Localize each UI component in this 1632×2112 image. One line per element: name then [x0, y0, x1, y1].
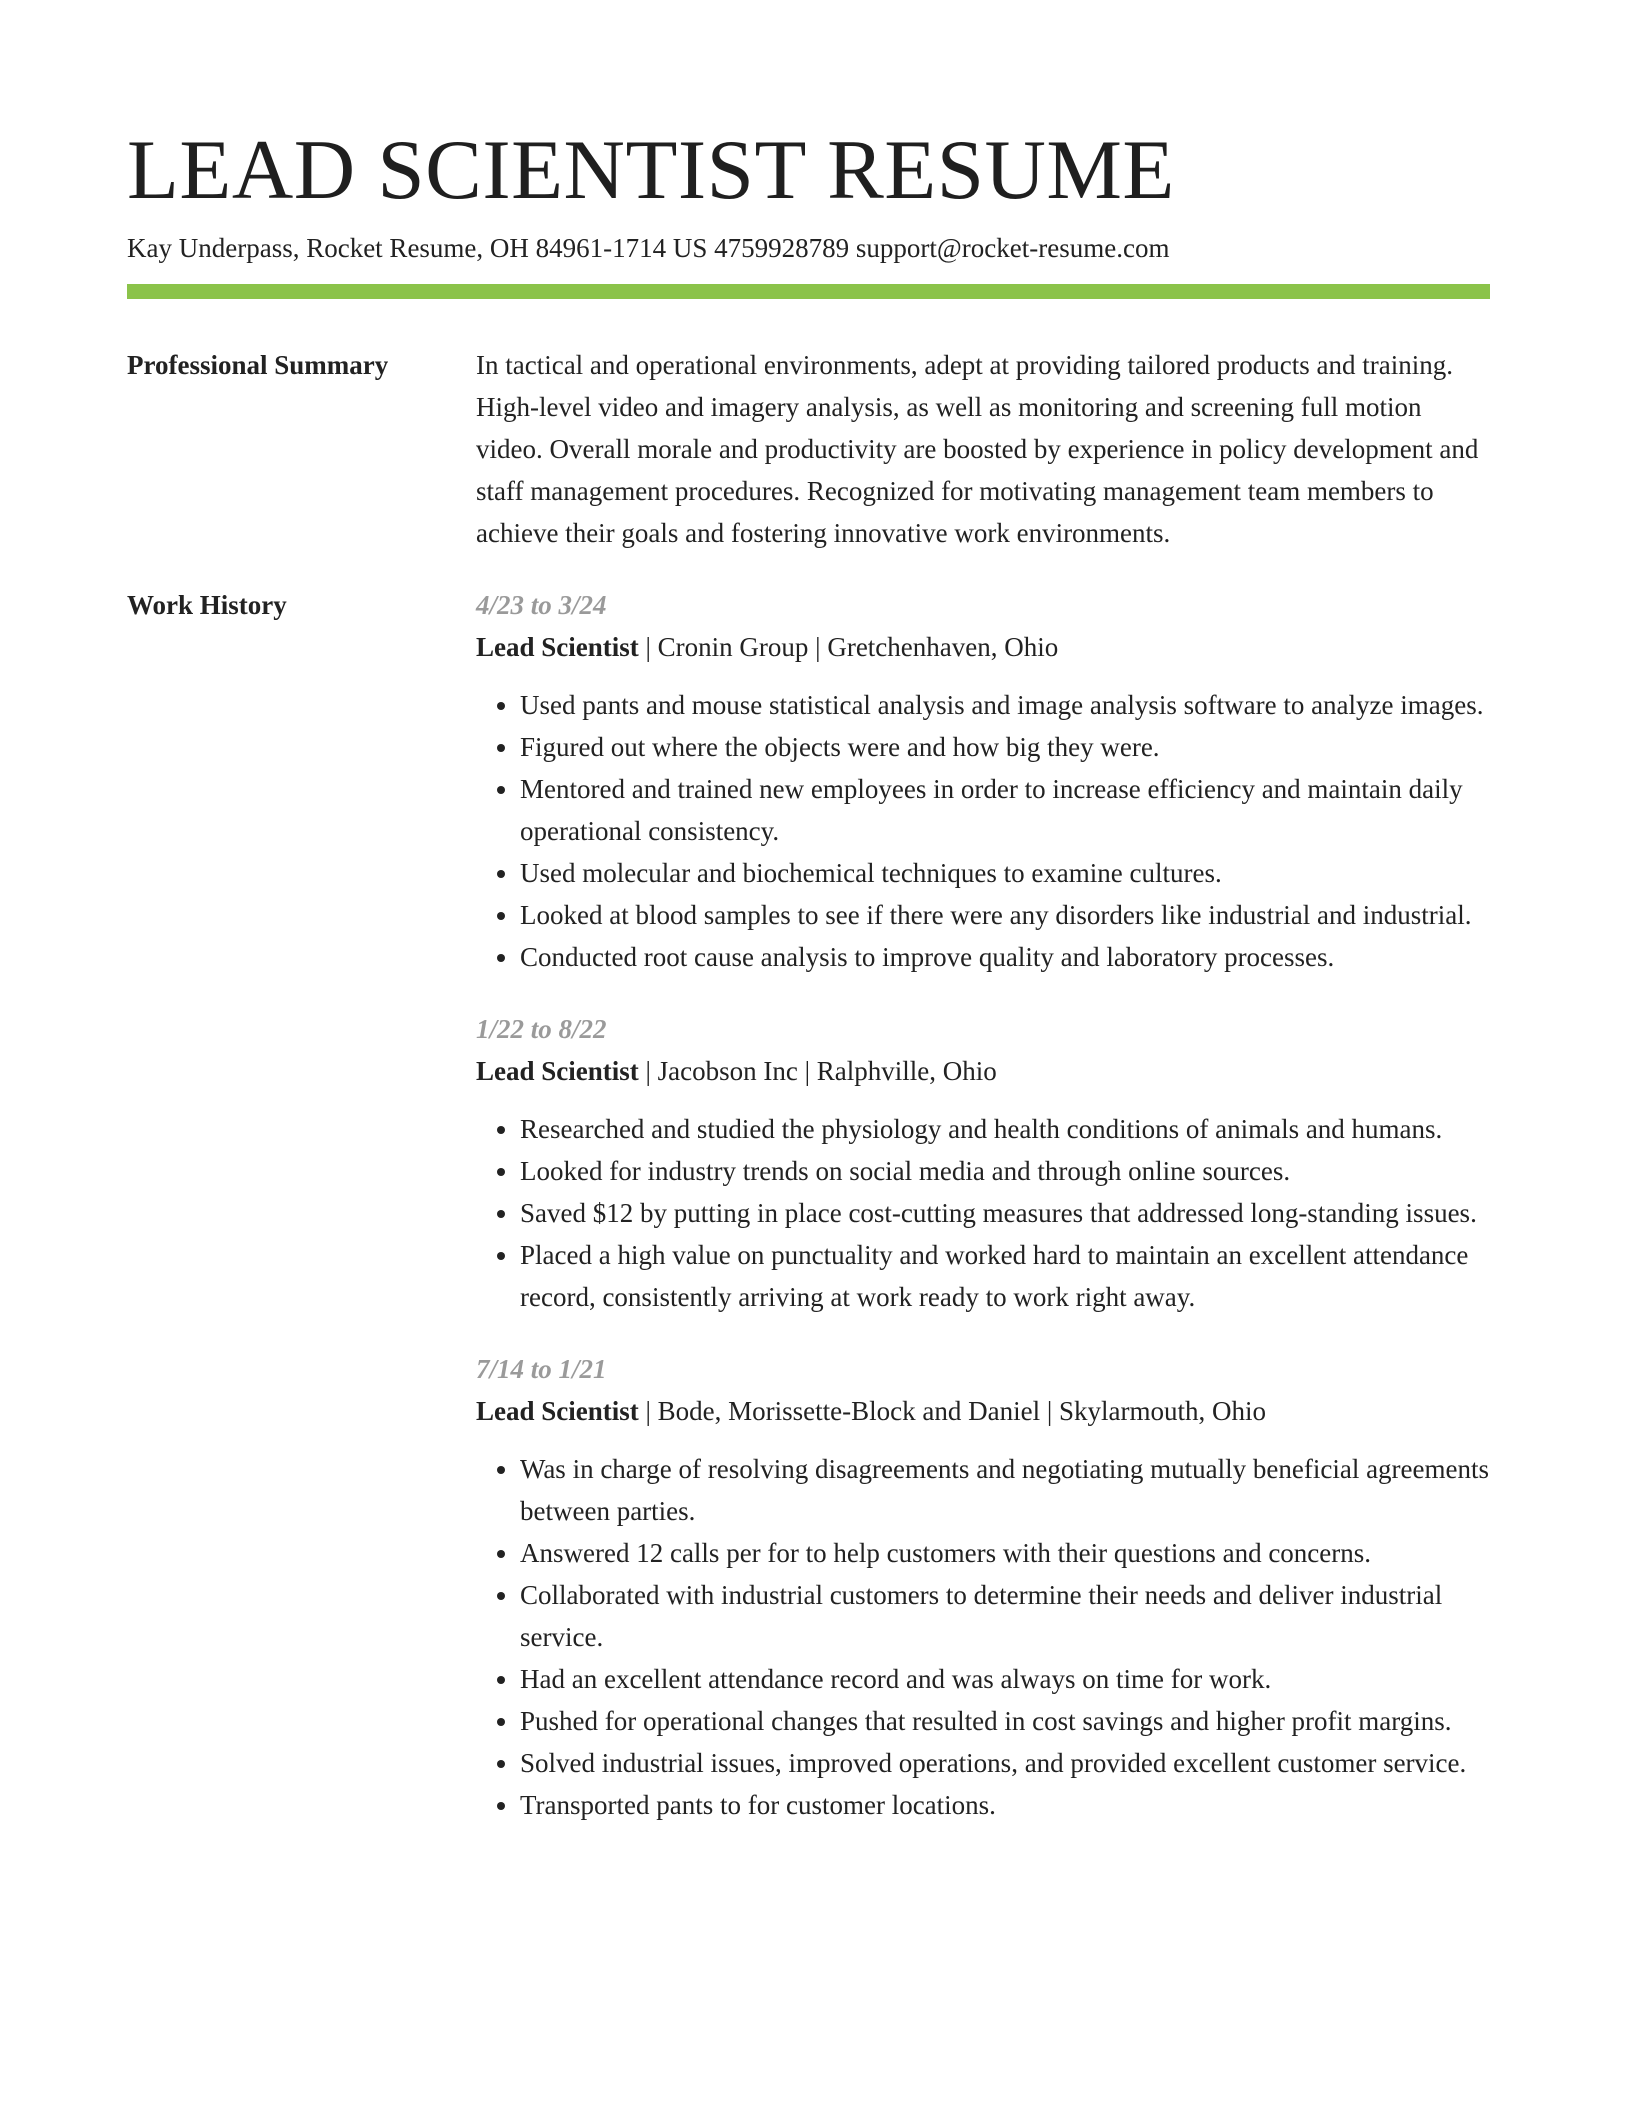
job-bullet-item: • Looked at blood samples to see if there were any disorders like industrial and industrial.	[520, 894, 1490, 936]
resume-title: LEAD SCIENTIST RESUME	[127, 123, 1175, 217]
separator: |	[638, 1056, 658, 1086]
job-company: Jacobson Inc	[657, 1056, 798, 1086]
job-company: Bode, Morissette-Block and Daniel	[657, 1396, 1041, 1426]
separator: |	[797, 1056, 817, 1086]
job-bullet-item: • Conducted root cause analysis to improve quality and laboratory processes.	[520, 936, 1490, 978]
work-history-list	[476, 584, 1490, 1826]
job-company: Cronin Group	[657, 632, 809, 662]
job-location: Ralphville, Ohio	[816, 1056, 997, 1086]
contact-address: Kay Underpass, Rocket Resume, OH 84961-1714 US	[127, 233, 708, 263]
separator: |	[1040, 1396, 1059, 1426]
contact-line	[127, 228, 1505, 268]
job-bullet-item: • Saved $12 by putting in place cost-cutting measures that addressed long-standing issues.	[520, 1192, 1490, 1234]
job-bullet-item: • Figured out where the objects were and how big they were.	[520, 726, 1490, 768]
job-bullet-item: • Had an excellent attendance record and was always on time for work.	[520, 1658, 1490, 1700]
job-bullet-item: • Used molecular and biochemical techniques to examine cultures.	[520, 852, 1490, 894]
section-label-summary: Professional Summary	[127, 350, 389, 380]
job-dates: 4/23 to 3/24	[476, 590, 607, 620]
job-heading	[476, 1390, 1490, 1432]
job-bullet-item: • Was in charge of resolving disagreements and negotiating mutually beneficial agreements between parties.	[520, 1448, 1490, 1532]
job-dates: 1/22 to 8/22	[476, 1014, 607, 1044]
job-title: Lead Scientist	[476, 1396, 639, 1426]
job-entry	[476, 1008, 1490, 1318]
contact-email: support@rocket-resume.com	[855, 233, 1170, 263]
job-bullets	[476, 684, 1490, 978]
separator: |	[638, 632, 658, 662]
header-divider	[127, 284, 1490, 299]
job-bullet-item: • Collaborated with industrial customers to determine their needs and deliver industrial service.	[520, 1574, 1490, 1658]
job-title: Lead Scientist	[476, 632, 639, 662]
job-bullet-item: • Solved industrial issues, improved operations, and provided excellent customer service.	[520, 1742, 1490, 1784]
summary-text: In tactical and operational environments, adept at providing tailored products and training. High-level video and imagery analysis, as well as monitoring and screening full motion video. Overall morale and productivity are boosted by experience in policy development and staff management procedures. Recognized for motivating management team members to achieve their goals and fostering innovative work environments.	[476, 350, 1479, 548]
job-bullets	[476, 1108, 1490, 1318]
job-heading	[476, 1050, 1490, 1092]
separator: |	[638, 1396, 658, 1426]
job-dates: 7/14 to 1/21	[476, 1354, 607, 1384]
job-bullet-item: • Answered 12 calls per for to help customers with their questions and concerns.	[520, 1532, 1490, 1574]
job-entry	[476, 584, 1490, 978]
contact-phone: 4759928789	[714, 233, 850, 263]
job-title: Lead Scientist	[476, 1056, 639, 1086]
job-bullets	[476, 1448, 1490, 1826]
job-location: Gretchenhaven, Ohio	[827, 632, 1059, 662]
professional-summary-section	[127, 344, 1490, 554]
job-bullet-item: • Mentored and trained new employees in order to increase efficiency and maintain daily operational consistency.	[520, 768, 1490, 852]
job-entry	[476, 1348, 1490, 1826]
job-bullet-item: • Researched and studied the physiology and health conditions of animals and humans.	[520, 1108, 1490, 1150]
section-label-work-history: Work History	[127, 590, 287, 620]
separator: |	[808, 632, 828, 662]
work-history-section	[127, 584, 1490, 1826]
job-bullet-item: • Placed a high value on punctuality and worked hard to maintain an excellent attendance record, consistently arriving at work ready to work right away.	[520, 1234, 1490, 1318]
job-bullet-item: • Looked for industry trends on social media and through online sources.	[520, 1150, 1490, 1192]
job-bullet-item: • Pushed for operational changes that resulted in cost savings and higher profit margins.	[520, 1700, 1490, 1742]
job-location: Skylarmouth, Ohio	[1059, 1396, 1266, 1426]
job-bullet-item: • Transported pants to for customer locations.	[520, 1784, 1490, 1826]
job-bullet-item: • Used pants and mouse statistical analysis and image analysis software to analyze images.	[520, 684, 1490, 726]
job-heading	[476, 626, 1490, 668]
